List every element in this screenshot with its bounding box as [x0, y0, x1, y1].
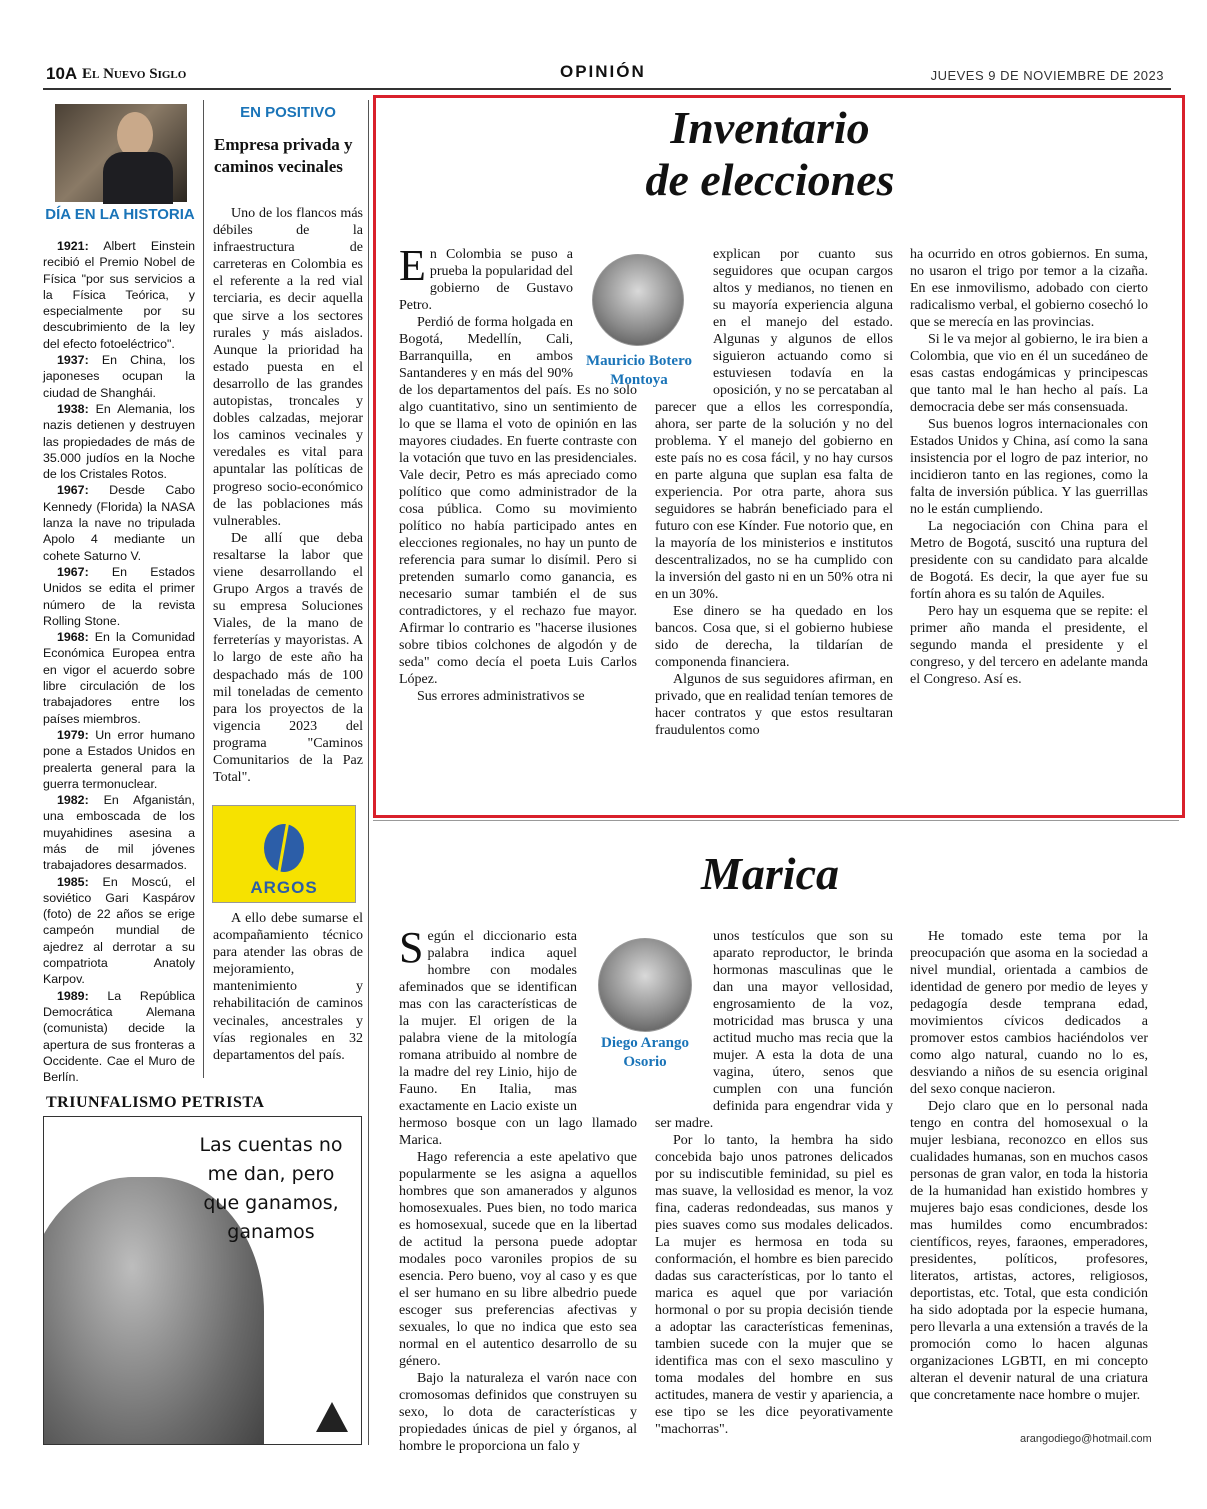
article1-column-3 — [910, 246, 1148, 688]
positive-headline: Empresa privada y caminos vecinales — [214, 135, 353, 176]
photo-body — [103, 152, 173, 204]
author-email[interactable]: arangodiego@hotmail.com — [1020, 1433, 1152, 1445]
history-year: 1968: — [57, 630, 89, 645]
header-rule — [43, 88, 1171, 90]
history-year: 1979: — [57, 727, 89, 742]
float-spacer — [577, 928, 637, 1108]
history-entry — [43, 727, 195, 792]
history-year: 1967: — [57, 564, 89, 579]
history-list — [43, 238, 195, 1085]
paragraph: Perdió de forma holgada en Bogotá, Medellín, Cali, Barranquilla, en ambos Santanderes y en más del 90% de los departamentos del país. Es no solo algo cuantitativo, sino un sentimiento de lo que se llama el voto de opinión en las mayores ciudades. En fuerte contraste con la votación que tuvo en las presidenciales. Vale decir, Petro es más apreciado como político que como administrador de la cosa pública. Como su movimiento político no había participado antes en elecciones regionales, no hay un punto de referencia para sumar lo disímil. Pero si pretenden sumarlo como ganancia, es necesario sumar también el de sus contradictores, y el rechazo fue mayor. Afirmar lo contrario es "hacerse ilusiones sobre tibios colchones de algodón y de seda" como decía el poeta Luis Carlos López. — [399, 315, 637, 687]
cartoonist-logo-icon — [316, 1402, 348, 1432]
history-year: 1921: — [57, 239, 89, 253]
float-spacer — [573, 246, 637, 382]
history-text: Un error humano pone a Estados Unidos en prealerta general para la guerra termonuclear. — [43, 727, 195, 791]
article1-column-1 — [399, 241, 637, 705]
argos-mark-icon — [264, 824, 304, 872]
history-year: 1982: — [57, 793, 89, 808]
cartoon-title: TRIUNFALISMO PETRISTA — [46, 1094, 265, 1111]
article2-author: Diego Arango Osorio — [601, 1035, 689, 1070]
history-entry — [43, 482, 195, 563]
paragraph: A ello debe sumarse el acompañamiento técnico para atender las obras de mejoramiento, mantenimiento y rehabilitación de caminos vecinales, ancestrales y vías regionales en 32 departamentos del país. — [213, 911, 363, 1063]
article1-author: Mauricio Botero Montoya — [586, 353, 692, 388]
history-year: 1989: — [57, 988, 89, 1003]
history-photo — [55, 104, 187, 202]
history-text: Desde Cabo Kennedy (Florida) la NASA lanza la nave no tripulada Apolo 4 mediante un cohete Saturno V. — [43, 483, 195, 563]
history-text: La República Democrática Alemana (comunista) decide la apertura de sus fronteras a Occidente. Cae el Muro de Berlín. — [43, 988, 195, 1085]
article2-column-3 — [910, 928, 1148, 1404]
column-divider — [203, 100, 204, 1078]
paragraph: Por lo tanto, la hembra ha sido concebida bajo unos patrones delicados por su indiscutible feminidad, su piel es mas suave, la vellosidad es menor, la voz fina, caderas redondeadas, sus manos y pies suaves como sus modales delicados. La mujer es hermosa en toda su conformación, el hombre es bien parecido dadas sus características, por lo tanto el marica es aquel que por variación hormonal o por su propia decisión tiende a adoptar las características femeninas, tambien sucede con la mujer que se identifica mas con el sexo masculino y toma modales del hombre en sus actitudes, manera de vestir y apariencia, a ese tipo se les dice peyorativamente "machorras". — [655, 1133, 893, 1437]
cartoon-speech: Las cuentas no me dan, pero que ganamos, ganamos — [199, 1134, 343, 1243]
history-text: En Afganistán, una emboscada de los muyahidines asesina a más de mil jóvenes trabajadores desarmados. — [43, 793, 195, 873]
paragraph: Bajo la naturaleza el varón nace con cromosomas definidos que construyen su sexo, lo dota de características y propiedades únicas de piel y órganos, al hombre le proporciona un falo y — [399, 1371, 637, 1454]
history-year: 1937: — [57, 353, 89, 368]
title-line: de elecciones — [645, 154, 895, 205]
paragraph: Ese dinero se ha quedado en los bancos. Cosa que, si el gobierno hubiese sido de derecha, la tildarían de componenda financiera. — [655, 604, 893, 670]
article2-title: Marica — [701, 848, 839, 899]
paragraph: Hago referencia a este apelativo que popularmente se les asigna a aquellos hombres que son amanerados y algunos homosexuales. Pues bien, no todo marica es homosexual, sucede que en la libertad de actitud la persona puede adoptar modales poco varoniles propios de su esencia. Pero bueno, voy al caso y es que el ser humano en su libre albedrio puede escoger sus preferencias afectivas y sexuales, lo que no indica que esto sea normal en el autentico desarrollo de su género. — [399, 1150, 637, 1369]
float-spacer — [655, 928, 713, 1110]
paragraph: Sus buenos logros internacionales con Estados Unidos y China, así como la sana insistencia por el logro de paz interior, no incidieron tanto en las regiones, como la falta de inversión pública. Y las guerrillas no le están cumpliendo. — [910, 417, 1148, 517]
history-text: Albert Einstein recibió el Premio Nobel de Física "por sus servicios a la Física Teórica, y especialmente por su descubrimiento de la ley del efecto fotoeléctrico". — [43, 239, 195, 351]
history-title: DÍA EN LA HISTORIA — [45, 206, 195, 223]
positive-label: EN POSITIVO — [240, 104, 336, 121]
page-number: 10A — [46, 64, 78, 83]
history-text: En Moscú, el soviético Gari Kaspárov (foto) de 22 años se erige campeón mundial de ajedrez al derrotar a su compatriota Anatoly Karpov. — [43, 874, 195, 987]
article1-title — [560, 102, 980, 206]
argos-logo — [212, 805, 356, 903]
paragraph: Sus errores administrativos se — [417, 689, 585, 704]
paragraph: De allí que deba resaltarse la labor que viene desarrollando el Grupo Argos a través de su empresa Soluciones Viales, de la mano de ferreterías y mayoristas. A lo largo de este año ha despachado más de 100 mil toneladas de cemento para los proyectos de la vigencia 2023 del programa "Caminos Comunitarios de la Paz Total". — [213, 530, 363, 786]
article-divider — [373, 820, 1179, 821]
drop-cap: E — [399, 241, 426, 290]
positive-body-continued — [213, 910, 363, 1064]
text: n Colombia se puso a prueba la popularidad del gobierno de Gustavo Petro. — [399, 247, 573, 313]
paragraph: Uno de los flancos más débiles de la infraestructura de carreteras en Colombia es el referente a la red vial terciaria, es decir aquella que sirve a los sectores rurales y más aislados. Aunque la prioridad ha estado puesta en el desarrollo de las grandes autopistas, troncales y dobles calzadas, mejorar los caminos vecinales y veredales es vital para apuntalar las políticas de progreso socio-económico de las poblaciones más vulnerables. — [213, 206, 363, 529]
history-entry — [43, 238, 195, 352]
title-line: Inventario — [670, 102, 870, 153]
drop-cap: S — [399, 923, 424, 972]
history-text: En Estados Unidos se edita el primer número de la revista Rolling Stone. — [43, 564, 195, 628]
paragraph: Si le va mejor al gobierno, le ira bien a Colombia, que vio en él un sucedáneo de esas castas endogámicas y principescas que tanto mal le han hecho al país. La democracia debe ser más consensuada. — [910, 332, 1148, 415]
cartoon-panel — [43, 1116, 362, 1445]
paragraph: unos testículos que son su aparato reproductor, le brinda hormonas masculinas que le dan una mayor vellosidad, engrosamiento de la voz, motricidad mas brusca y una actitud mucho mas recia que la mujer. A esta la dota de una vagina, útero, senos que cumplen con una función definida para engendrar vida y ser madre. — [655, 929, 893, 1131]
history-entry — [43, 874, 195, 988]
float-spacer — [655, 246, 713, 396]
article2-column-2 — [655, 928, 893, 1438]
history-year: 1967: — [57, 483, 89, 498]
paragraph: He tomado este tema por la preocupación que asoma en la sociedad a nivel mundial, orientada a cambios de identidad de genero por medio de leyes y pedagogía desde temprana edad, movimientos cívicos dedicados a promover estos cambios haciéndolos ver como algo natural, cuando no lo es, desviando a niños de su esencia original del sexo conque nacieron. — [910, 929, 1148, 1097]
paragraph: Dejo claro que en lo personal nada tengo en contra del homosexual o la mujer lesbiana, reconozco en ellos sus cualidades humanas, son en muchos casos personas de gran valor, en toda la historia de la humanidad han existido hombres y mujeres bajo esas condiciones, desde los mas humildes como encumbrados: científicos, reyes, faraones, emperadores, presidentes, políticos, profesores, literatos, artistas, actores, religiosos, deportistas, etc. Total, que esta condición ha sido adoptada por la especie humana, pero llevarla a una extensión a través de la promoción como lo hacen algunas organizaciones LGBTI, en mi concepto alteran el devenir natural de una criatura que concretamente nace hombre o mujer. — [910, 1099, 1148, 1403]
history-entry — [43, 792, 195, 873]
column-divider — [368, 100, 369, 1445]
paragraph: Algunos de sus seguidores afirman, en privado, que en realidad tenían temores de hacer contratos y que estos resultaran fraudulentos como — [655, 672, 893, 738]
masthead: El Nuevo Siglo — [82, 66, 187, 82]
history-year: 1938: — [57, 401, 89, 416]
page-header — [40, 62, 1170, 88]
history-entry — [43, 629, 195, 727]
argos-logo-text: ARGOS — [250, 878, 318, 897]
paragraph: La negociación con China para el Metro de Bogotá, suscitó una ruptura del presidente con su candidato para alcalde de Bogotá. Es decir, la que ayer fue su fortín ahora es su talón de Aquiles. — [910, 519, 1148, 602]
text: egún el diccionario esta palabra indica aquel hombre con modales afeminados que se identifican mas con las características de la mujer. El origen de la palabra viene de la mitología romana atribuido al nombre de la madre del rey Linio, hijo de Fauno. En Italia, mas exactamente en Lacio existe un hermoso bosque con un lago llamado Marica. — [399, 929, 637, 1148]
history-entry — [43, 401, 195, 482]
positive-body — [213, 205, 363, 786]
paragraph: explican por cuanto sus seguidores que ocupan cargos altos y medianos, no tienen en su mayoría experiencia alguna en el manejo del estado. Algunas y algunos de ellos siguieron actuando como si estuviesen todavía en la oposición, y no se percataban al parecer que a ellos les correspondía, ahora, ser parte de la solución y no del problema. Y el manejo del gobierno en este país no es cosa fácil, y no hay cursos en parte alguna que suplan esa falta de experiencia. Por otra parte, ahora sus seguidores se habrán beneficiado para el futuro con ese Kínder. Fue notorio que, en la mayoría de los ministerios e institutos descentralizados, no se ha cumplido con la inversión del gasto ni en un 50% otra ni en un 30%. — [655, 247, 893, 602]
article1-column-2 — [655, 246, 893, 739]
history-text: En Alemania, los nazis detienen y destruyen las propiedades de más de 35.000 judíos en la Noche de los Cristales Rotos. — [43, 401, 195, 482]
history-entry — [43, 564, 195, 629]
history-text: En la Comunidad Económica Europea entra en vigor el acuerdo sobre libre circulación de los trabajadores entre los países miembros. — [43, 630, 195, 726]
history-entry — [43, 352, 195, 401]
article2-column-1 — [399, 923, 637, 1455]
issue-date: JUEVES 9 DE NOVIEMBRE DE 2023 — [930, 68, 1164, 83]
history-entry — [43, 988, 195, 1086]
history-year: 1985: — [57, 874, 89, 889]
paragraph: Pero hay un esquema que se repite: el primer año manda el presidente, el segundo manda el presidente y el congreso, y del tercero en adelante manda el Congreso. Así es. — [910, 604, 1148, 687]
history-text: En China, los japoneses ocupan la ciudad de Shanghái. — [43, 353, 195, 400]
paragraph: ha ocurrido en otros gobiernos. En suma, no usaron el trigo por temor a la cizaña. En ese inmovilismo, adobado con cierto radicalismo verbal, el gobierno cosechó lo que se merecía en las provincias. — [910, 247, 1148, 330]
section-title: OPINIÓN — [560, 62, 646, 81]
